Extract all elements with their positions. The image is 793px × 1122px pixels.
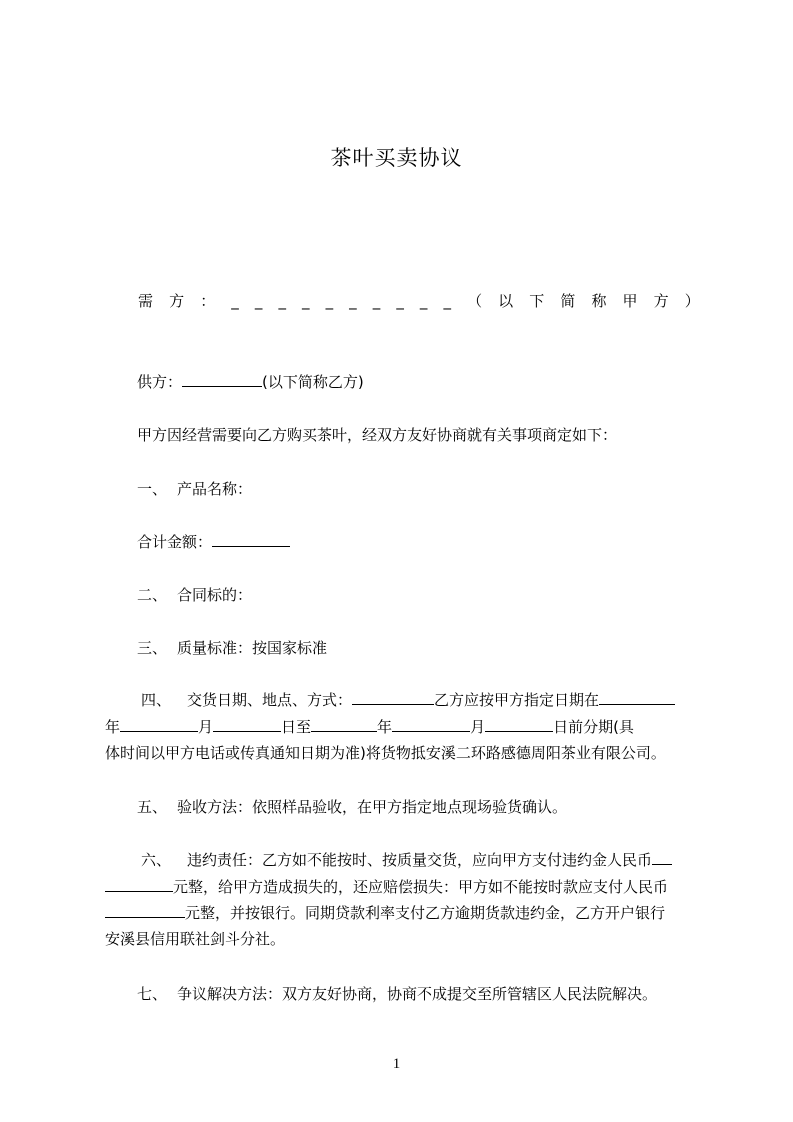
penalty-text: 违约责任：乙方如不能按时、按质量交货，应向甲方支付违约金人民币 xyxy=(187,851,653,869)
supplier-label: 供方： xyxy=(137,373,183,391)
total-label: 合计金额： xyxy=(137,533,213,551)
intro-paragraph: 甲方因经营需要向乙方购买茶叶，经双方友好协商就有关事项商定如下： xyxy=(137,426,618,444)
demand-char: 以 xyxy=(498,292,514,310)
demand-char: 简 xyxy=(560,292,576,310)
section-6-line-2 xyxy=(105,877,668,897)
total-amount-line xyxy=(137,532,290,552)
delivery-label: 交货日期、地点、方式： xyxy=(187,691,353,709)
section-text: 争议解决方法：双方友好协商，协商不成提交至所管辖区人民法院解决。 xyxy=(177,985,658,1003)
demand-blank-char: _ xyxy=(396,291,404,310)
section-6-line-3 xyxy=(105,903,665,923)
section-5 xyxy=(137,797,567,817)
total-blank xyxy=(212,532,290,547)
demand-char: ） xyxy=(684,292,700,310)
demand-blank-char: _ xyxy=(443,291,451,310)
section-number: 一、 xyxy=(137,480,168,498)
demand-blank-char: _ xyxy=(302,291,310,310)
penalty-text: 元整，并按银行。同期贷款利率支付乙方逾期货款违约金，乙方开户银行 xyxy=(185,904,666,922)
demand-char: 甲 xyxy=(622,292,638,310)
date-blank xyxy=(599,690,675,705)
demand-char: （ xyxy=(467,292,483,310)
document-title: 茶叶买卖协议 xyxy=(330,146,463,170)
demand-char: 下 xyxy=(529,292,545,310)
section-text: 合同标的： xyxy=(177,586,253,604)
section-7 xyxy=(137,984,657,1004)
demand-char: 需 xyxy=(138,292,154,310)
delivery-blank xyxy=(352,690,434,705)
section-4-line-2 xyxy=(105,717,634,737)
amount-blank xyxy=(105,903,185,918)
month-label: 月 xyxy=(198,718,214,736)
demand-blank-char: _ xyxy=(254,291,263,310)
amount-blank xyxy=(105,877,173,892)
section-text: 产品名称： xyxy=(177,480,253,498)
supplier-line xyxy=(137,372,364,392)
demand-blank-char: _ xyxy=(231,291,239,310)
demand-char: ： xyxy=(200,292,216,310)
date-blank xyxy=(120,717,198,732)
section-6-line-1 xyxy=(141,850,672,870)
section-1 xyxy=(137,479,252,499)
section-number: 三、 xyxy=(137,639,168,657)
demand-char: 方 xyxy=(169,292,185,310)
demand-char: 称 xyxy=(591,292,607,310)
section-6-line-4: 安溪县信用联社剑斗分社。 xyxy=(105,930,286,948)
demand-blank-char: _ xyxy=(349,291,357,310)
section-number: 四、 xyxy=(141,691,172,709)
amount-blank xyxy=(652,850,672,865)
delivery-text: 乙方应按甲方指定日期在 xyxy=(434,691,600,709)
section-text: 验收方法：依照样品验收，在甲方指定地点现场验货确认。 xyxy=(177,798,568,816)
date-blank xyxy=(392,717,470,732)
date-blank xyxy=(485,717,553,732)
date-blank xyxy=(311,717,377,732)
section-number: 六、 xyxy=(141,851,172,869)
section-number: 五、 xyxy=(137,798,168,816)
year-label: 年 xyxy=(105,718,121,736)
demand-party-line xyxy=(138,290,700,311)
date-blank xyxy=(213,717,281,732)
demand-blank-char: _ xyxy=(325,291,334,310)
demand-blank-char: _ xyxy=(278,291,286,310)
year-label: 年 xyxy=(377,718,393,736)
section-3 xyxy=(137,638,327,658)
penalty-text: 元整，给甲方造成损失的，还应赔偿损失：甲方如不能按时款应支付人民币 xyxy=(173,878,669,896)
supplier-suffix: (以下简称乙方) xyxy=(262,373,364,391)
section-2 xyxy=(137,585,252,605)
demand-blank-char: _ xyxy=(372,291,381,310)
supplier-blank xyxy=(182,372,262,387)
section-number: 二、 xyxy=(137,586,168,604)
section-4-line-3: 体时间以甲方电话或传真通知日期为准)将货物抵安溪二环路感德周阳茶业有限公司。 xyxy=(105,744,666,762)
page-number: 1 xyxy=(392,1056,401,1072)
demand-blank-char: _ xyxy=(419,291,428,310)
day-to-label: 日至 xyxy=(281,718,312,736)
section-number: 七、 xyxy=(137,985,168,1003)
section-text: 质量标准：按国家标准 xyxy=(177,639,328,657)
section-4-line-1 xyxy=(141,690,675,710)
month-label: 月 xyxy=(470,718,486,736)
day-before-text: 日前分期(具 xyxy=(553,718,634,736)
demand-char: 方 xyxy=(653,292,669,310)
